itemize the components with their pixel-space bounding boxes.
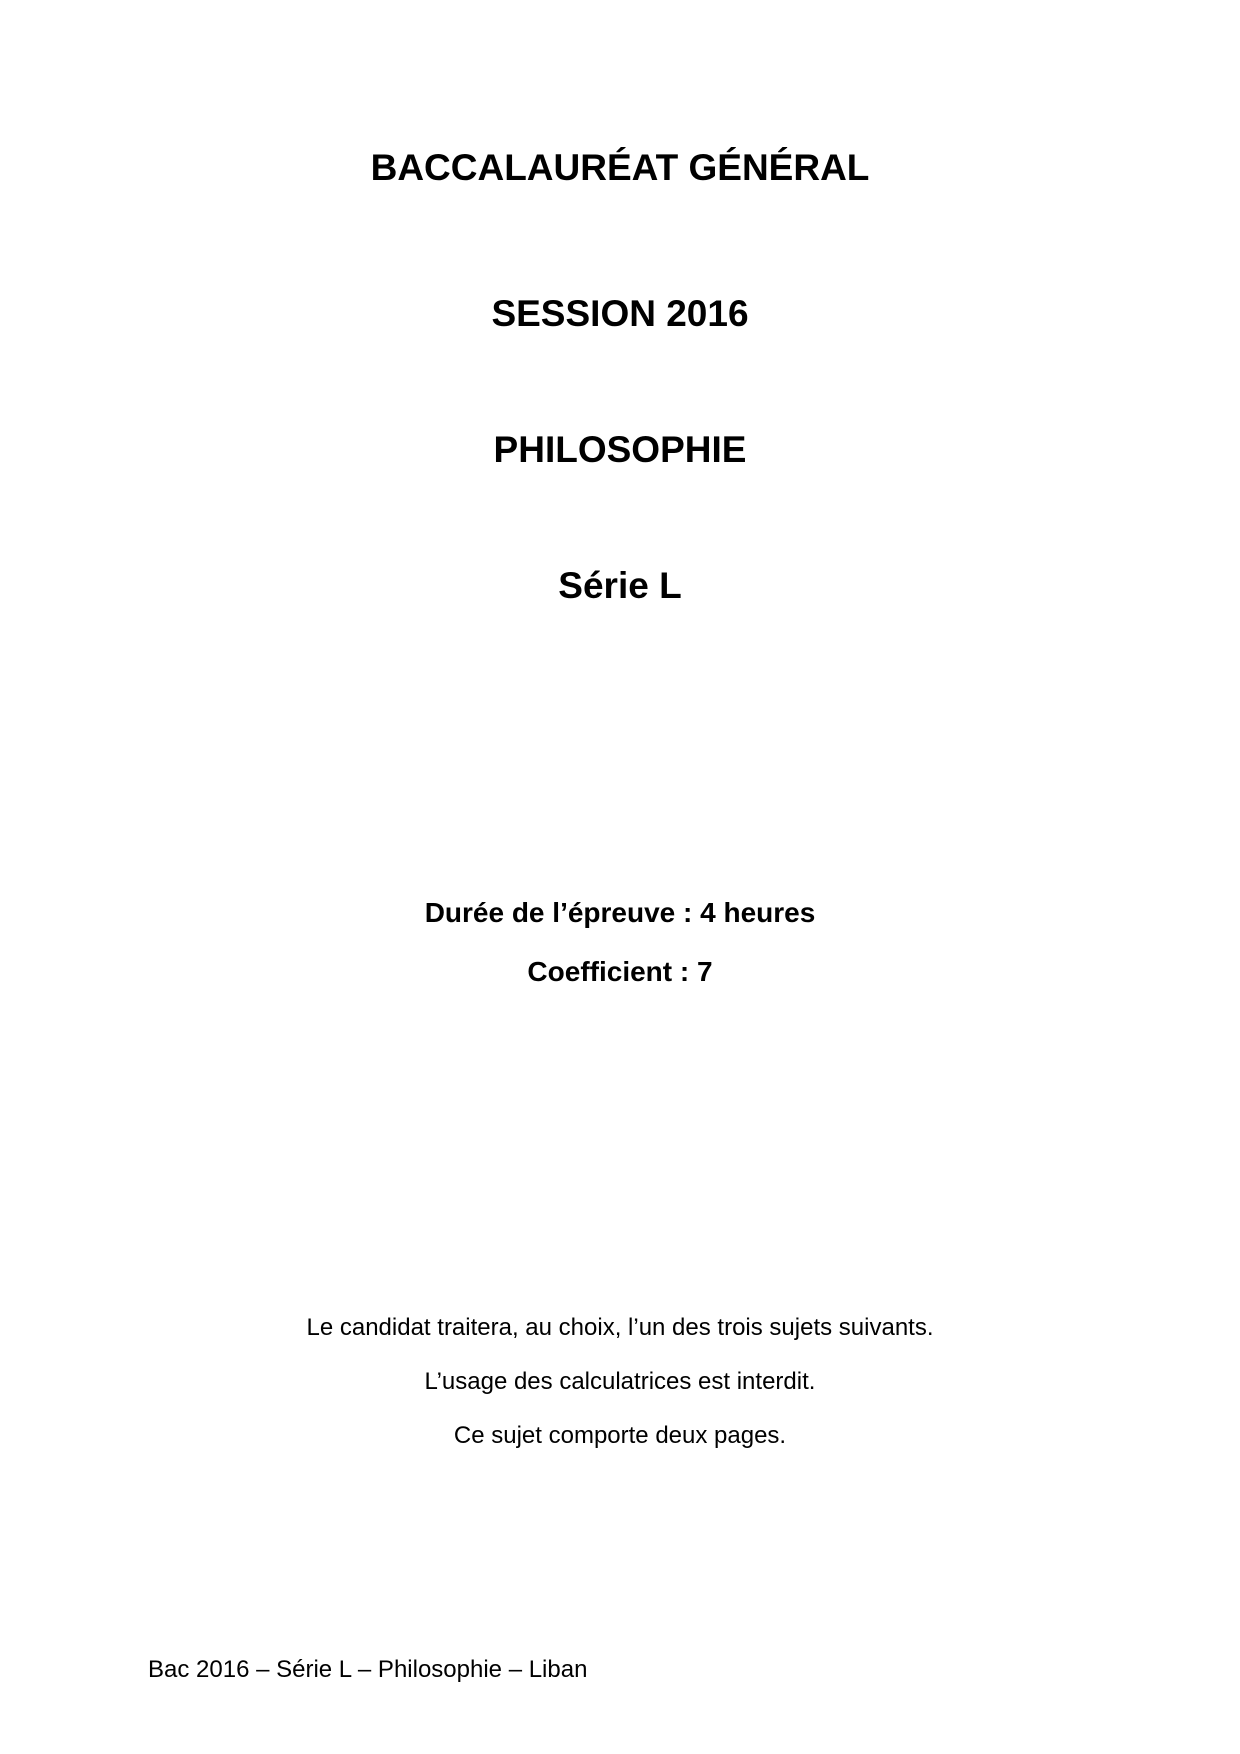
series-heading: Série L	[558, 565, 682, 606]
instruction-calculators: L’usage des calculatrices est interdit.	[424, 1368, 816, 1395]
page-footer: Bac 2016 – Série L – Philosophie – Liban	[148, 1656, 588, 1683]
instruction-choice: Le candidat traitera, au choix, l’un des trois sujets suivants.	[306, 1314, 934, 1341]
session-heading: SESSION 2016	[491, 293, 749, 334]
exam-title: BACCALAURÉAT GÉNÉRAL	[370, 147, 870, 188]
subject-heading: PHILOSOPHIE	[493, 429, 747, 470]
duration-text: Durée de l’épreuve : 4 heures	[424, 897, 816, 928]
instruction-pages: Ce sujet comporte deux pages.	[453, 1422, 787, 1449]
coefficient-text: Coefficient : 7	[527, 956, 713, 987]
